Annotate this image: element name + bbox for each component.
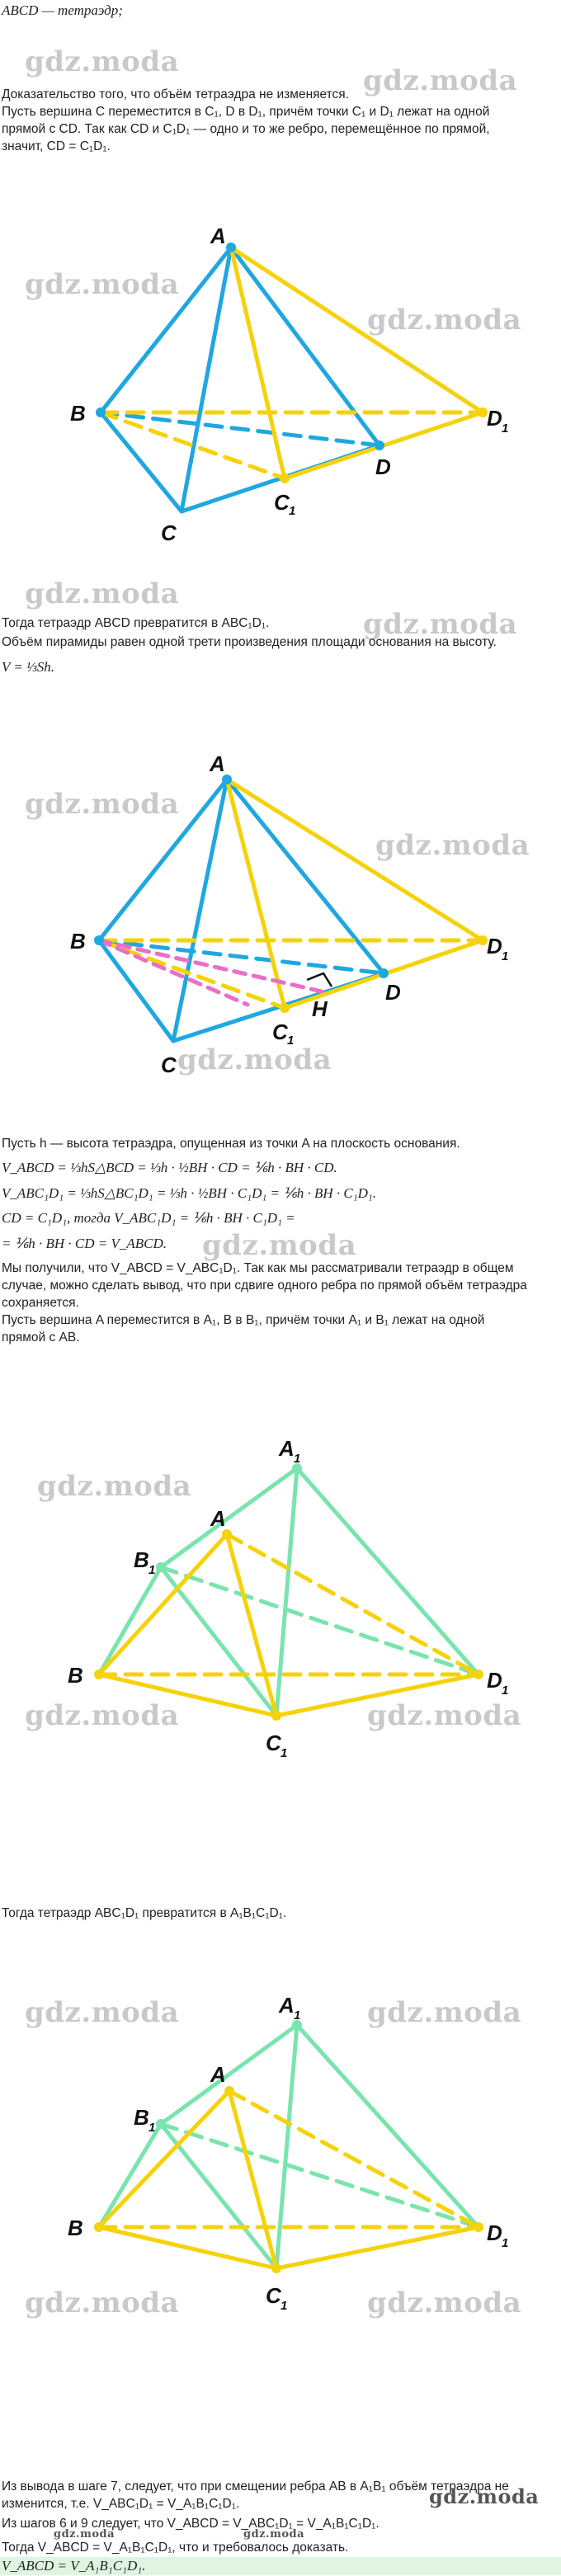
text-line: CD = C₁D₁, тогда V_ABC₁D₁ = ⅙h · BH · C₁D₁ = <box>2 1210 295 1226</box>
subscript-1: 1 <box>287 1034 295 1048</box>
watermark: gdz.moda <box>202 1229 357 1262</box>
watermark: gdz.moda <box>363 608 518 641</box>
text-line: Из вывода в шаге 7, следует, что при смещении ребра AB в A₁B₁ объём тетраэдра не <box>2 2479 509 2494</box>
text-line: значит, CD = C₁D₁. <box>2 139 111 153</box>
vertex-label-a1: A <box>279 1436 295 1461</box>
vertex-label-d1: D <box>487 2220 502 2245</box>
tetrahedron-figure-1 <box>0 206 561 553</box>
vertex-label-a: A <box>210 224 226 248</box>
text-line: Из шагов 6 и 9 следует, что V_ABCD = V_ABC₁D₁ = V_A₁B₁C₁D₁. <box>2 2517 380 2531</box>
text-line: Тогда тетраэдр ABC₁D₁ превратится в A₁B₁C₁D₁. <box>2 1906 287 1920</box>
text-line: Пусть h — высота тетраэдра, опущенная из точки A на плоскость основания. <box>2 1137 460 1151</box>
text-line: сохраняется. <box>2 1296 79 1310</box>
vertex-label-c1: C <box>274 490 290 515</box>
text-line: ABCD — тетраэдр; <box>2 2 123 18</box>
vertex-label-b1: B <box>134 2105 149 2130</box>
vertex-label-a1: A <box>279 1993 295 2018</box>
vertex-label-b1: B <box>134 1547 149 1572</box>
text-line: случае, можно сделать вывод, что при сдвиге одного ребра по прямой объём тетраэдра <box>2 1279 527 1293</box>
subscript-1: 1 <box>502 2236 509 2250</box>
text-line: изменится, т.е. V_ABC₁D₁ = V_A₁B₁C₁D₁. <box>2 2497 240 2511</box>
text-line: Мы получили, что V_ABCD = V_ABC₁D₁. Так как мы рассматривали тетраэдр в общем <box>2 1261 514 1275</box>
text-line: = ⅙h · BH · CD = V_ABCD. <box>2 1236 167 1251</box>
vertex-label-c: C <box>161 1053 177 1077</box>
watermark: gdz.moda <box>177 1043 332 1076</box>
vertex-label-a: A <box>210 1506 226 1531</box>
subscript-1: 1 <box>502 1684 509 1698</box>
watermark: gdz.moda <box>25 45 180 78</box>
final-result: V_ABCD = V_A₁B₁C₁D₁. <box>2 2558 146 2574</box>
vertex-label-b: B <box>70 401 86 426</box>
point-label-h: H <box>312 996 328 1021</box>
text-line: Тогда тетраэдр ABCD превратится в ABC₁D₁. <box>2 616 270 630</box>
vertex-label-b: B <box>70 929 86 954</box>
watermark: gdz.moda <box>367 1996 522 2029</box>
watermark: gdz.moda <box>37 1470 192 1503</box>
subscript-1: 1 <box>280 2299 288 2313</box>
subscript-1: 1 <box>148 2121 156 2135</box>
vertex-label-c1: C <box>272 1020 288 1044</box>
text-line: V = ⅓Sh. <box>2 659 55 675</box>
watermark: gdz.moda <box>25 1996 180 2029</box>
vertex-label-a: A <box>210 751 225 776</box>
subscript-1: 1 <box>294 1452 301 1466</box>
vertex-label-c1: C <box>266 1731 281 1755</box>
text-line: V_ABCD = ⅓hS△BCD = ⅓h · ½BH · CD = ⅙h · BH · CD. <box>2 1160 337 1175</box>
vertex-label-d1: D <box>487 1668 502 1693</box>
vertex-label-d1: D <box>487 934 502 958</box>
subscript-1: 1 <box>289 504 296 518</box>
watermark: gdz.moda <box>367 304 522 337</box>
text-line: Объём пирамиды равен одной трети произведения площади основания на высоту. <box>2 635 497 649</box>
watermark: gdz.moda <box>363 64 518 97</box>
watermark: gdz.moda <box>25 2286 180 2319</box>
text-line: Пусть вершина A переместится в A₁, B в B₁, причём точки A₁ и B₁ лежат на одной <box>2 1313 485 1327</box>
watermark: gdz.moda <box>367 1699 522 1732</box>
vertex-label-d: D <box>385 980 401 1005</box>
text-line: прямой с AB. <box>2 1330 80 1345</box>
vertex-label-c1: C <box>266 2283 281 2308</box>
watermark: gdz.moda <box>375 829 530 862</box>
subscript-1: 1 <box>280 1746 288 1760</box>
watermark: gdz.moda <box>243 2528 305 2541</box>
vertex-label-d1: D <box>487 406 502 431</box>
watermark: gdz.moda <box>25 788 180 821</box>
subscript-1: 1 <box>502 949 509 963</box>
text-line: Пусть вершина C переместится в C₁, D в D₁, причём точки C₁ и D₁ лежат на одной <box>2 105 490 119</box>
vertex-label-b: B <box>68 1663 83 1688</box>
text-line: Доказательство того, что объём тетраэдра не изменяется. <box>2 87 349 101</box>
subscript-1: 1 <box>294 2009 301 2023</box>
text-line: V_ABC₁D₁ = ⅓hS△BC₁D₁ = ⅓h · ½BH · C₁D₁ = ⅙h · BH · C₁D₁. <box>2 1185 377 1201</box>
watermark: gdz.moda <box>54 2528 116 2541</box>
watermark: gdz.moda <box>25 268 180 301</box>
watermark: gdz.moda <box>367 2286 522 2319</box>
vertex-label-b: B <box>68 2216 83 2240</box>
watermark: gdz.moda <box>429 2484 540 2508</box>
vertex-label-d: D <box>375 454 391 479</box>
watermark: gdz.moda <box>25 577 180 610</box>
text-line: Тогда V_ABCD = V_A₁B₁C₁D₁, что и требовалось доказать. <box>2 2541 349 2555</box>
subscript-1: 1 <box>148 1563 156 1577</box>
text-line: прямой с CD. Так как CD и C₁D₁ — одно и то же ребро, перемещённое по прямой, <box>2 122 490 136</box>
watermark: gdz.moda <box>25 1699 180 1732</box>
vertex-label-a: A <box>210 2062 226 2087</box>
subscript-1: 1 <box>502 421 509 436</box>
vertex-label-c: C <box>161 520 177 545</box>
